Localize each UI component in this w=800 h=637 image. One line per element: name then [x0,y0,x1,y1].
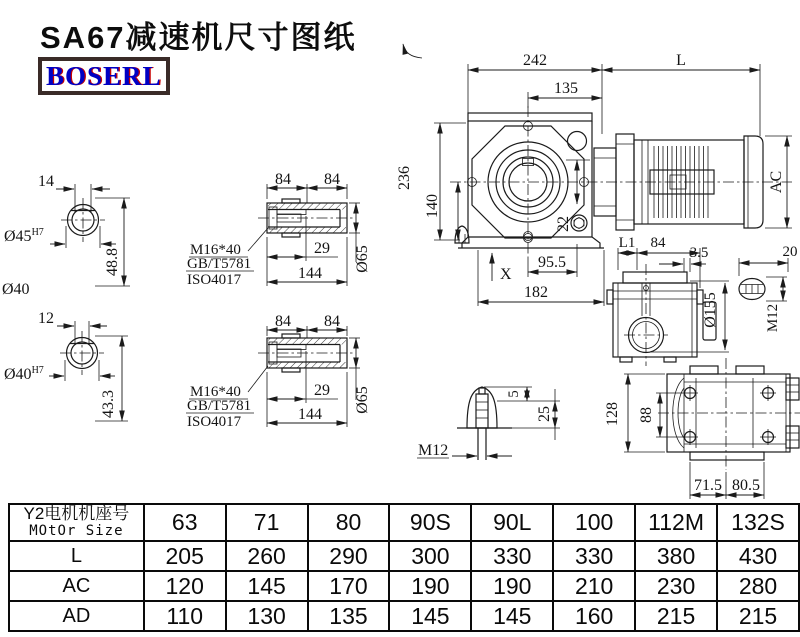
col-header: 100 [553,504,635,541]
dim-dia: Ø65 [354,245,371,273]
bolt-spec: M16*40 [190,384,241,400]
dim-seg-b: 84 [324,171,340,188]
table-cell: 205 [144,541,226,571]
table-cell: 120 [144,571,226,601]
dim-key-len: 29 [314,240,330,257]
col-header: 80 [308,504,390,541]
dim-height: 236 [396,166,413,190]
bottom-view [604,358,800,499]
table-cell: 215 [717,601,799,631]
dim-span: 88 [638,407,655,423]
dim-seg-a: 84 [275,171,291,188]
dim-bore-dia: $Ø45^{H7}$ [4,227,44,245]
main-view [396,44,792,306]
dim-length: 144 [298,406,322,423]
table-cell: 145 [471,601,553,631]
row-label: AD [9,601,144,631]
plug-detail [417,387,560,460]
dim-bore-dia: $Ø40^{H7}$ [4,365,44,383]
dim-lip: 3.5 [689,245,709,261]
dim-motor-len: L [676,52,686,69]
dim-off-b: 80.5 [732,477,760,494]
table-cell: 380 [635,541,717,571]
row-label: L [9,541,144,571]
std-gb: GB/T5781 [187,256,252,272]
dim-key-width: 14 [38,173,54,190]
table-cell: 215 [635,601,717,631]
dim-cover: 20 [782,244,798,260]
dim-step: 22 [555,216,572,232]
row-label: AC [9,571,144,601]
motor-size-label-cn: Y2电机机座号 [23,504,130,524]
dim-seg-b: 84 [324,313,340,330]
hollow-shaft-upper [186,171,371,288]
table-cell: 260 [226,541,308,571]
std-iso: ISO4017 [187,272,242,288]
col-header: 90L [471,504,553,541]
table-cell: 300 [389,541,471,571]
shaft-section-40 [4,310,128,421]
dim-key-len: 29 [314,382,330,399]
dim-dia: Ø65 [354,386,371,414]
shaft-section-45 [2,173,130,298]
table-cell: 430 [717,541,799,571]
dim-height: 25 [536,406,553,422]
table-cell: 190 [471,571,553,601]
dim-dia155: Ø155 [702,292,719,328]
dim-off-a: 71.5 [694,477,722,494]
dim-shaft-height: 48.8 [104,248,121,276]
col-header: 63 [144,504,226,541]
dim-thread: M12 [418,442,449,459]
table-cell: 145 [389,601,471,631]
dim-key-width: 12 [38,310,54,327]
table-row-AD [9,601,799,631]
dim-foot-b: 182 [524,284,548,301]
std-gb: GB/T5781 [187,398,252,414]
motor-size-label-en: MOtOr Size [29,523,124,540]
col-header: 90S [389,504,471,541]
dim-flange: 84 [650,235,666,251]
table-row-AC [9,571,799,601]
page-title: SA67减速机尺寸图纸 [40,20,357,55]
motor-size-table [8,503,800,632]
table-cell: 290 [308,541,390,571]
table-row-L [9,541,799,571]
table-cell: 280 [717,571,799,601]
dim-l1: L1 [618,235,636,251]
dim-shaft-height: 43.3 [100,390,117,418]
table-cell: 160 [553,601,635,631]
dim-height: 128 [604,402,621,426]
dim-foot-a: 95.5 [538,254,566,271]
col-header: 71 [226,504,308,541]
hollow-shaft-lower [186,313,371,430]
table-cell: 135 [308,601,390,631]
table-header-row [9,504,799,541]
dim-center-face: 135 [554,80,578,97]
table-cell: 330 [553,541,635,571]
table-cell: 190 [389,571,471,601]
col-header: 112M [635,504,717,541]
dim-width: 242 [523,52,547,69]
brand-logo-text: BOSERL [46,60,162,91]
mark-x: X [500,266,512,283]
dim-length: 144 [298,265,322,282]
bore-option-note: Ø40 [2,281,30,298]
table-cell: 230 [635,571,717,601]
table-cell: 170 [308,571,390,601]
table-cell: 110 [144,601,226,631]
col-header: 132S [717,504,799,541]
side-view [607,235,798,366]
dim-tip: 5 [506,390,522,398]
std-iso: ISO4017 [187,414,242,430]
table-cell: 130 [226,601,308,631]
dim-center-base: 140 [424,194,441,218]
dim-thread: M12 [765,303,781,333]
bolt-spec: M16*40 [190,242,241,258]
table-cell: 330 [471,541,553,571]
table-cell: 145 [226,571,308,601]
dim-motor-dia: AC [768,170,785,194]
row-label-motor-size [9,504,144,541]
table-cell: 210 [553,571,635,601]
dim-seg-a: 84 [275,313,291,330]
